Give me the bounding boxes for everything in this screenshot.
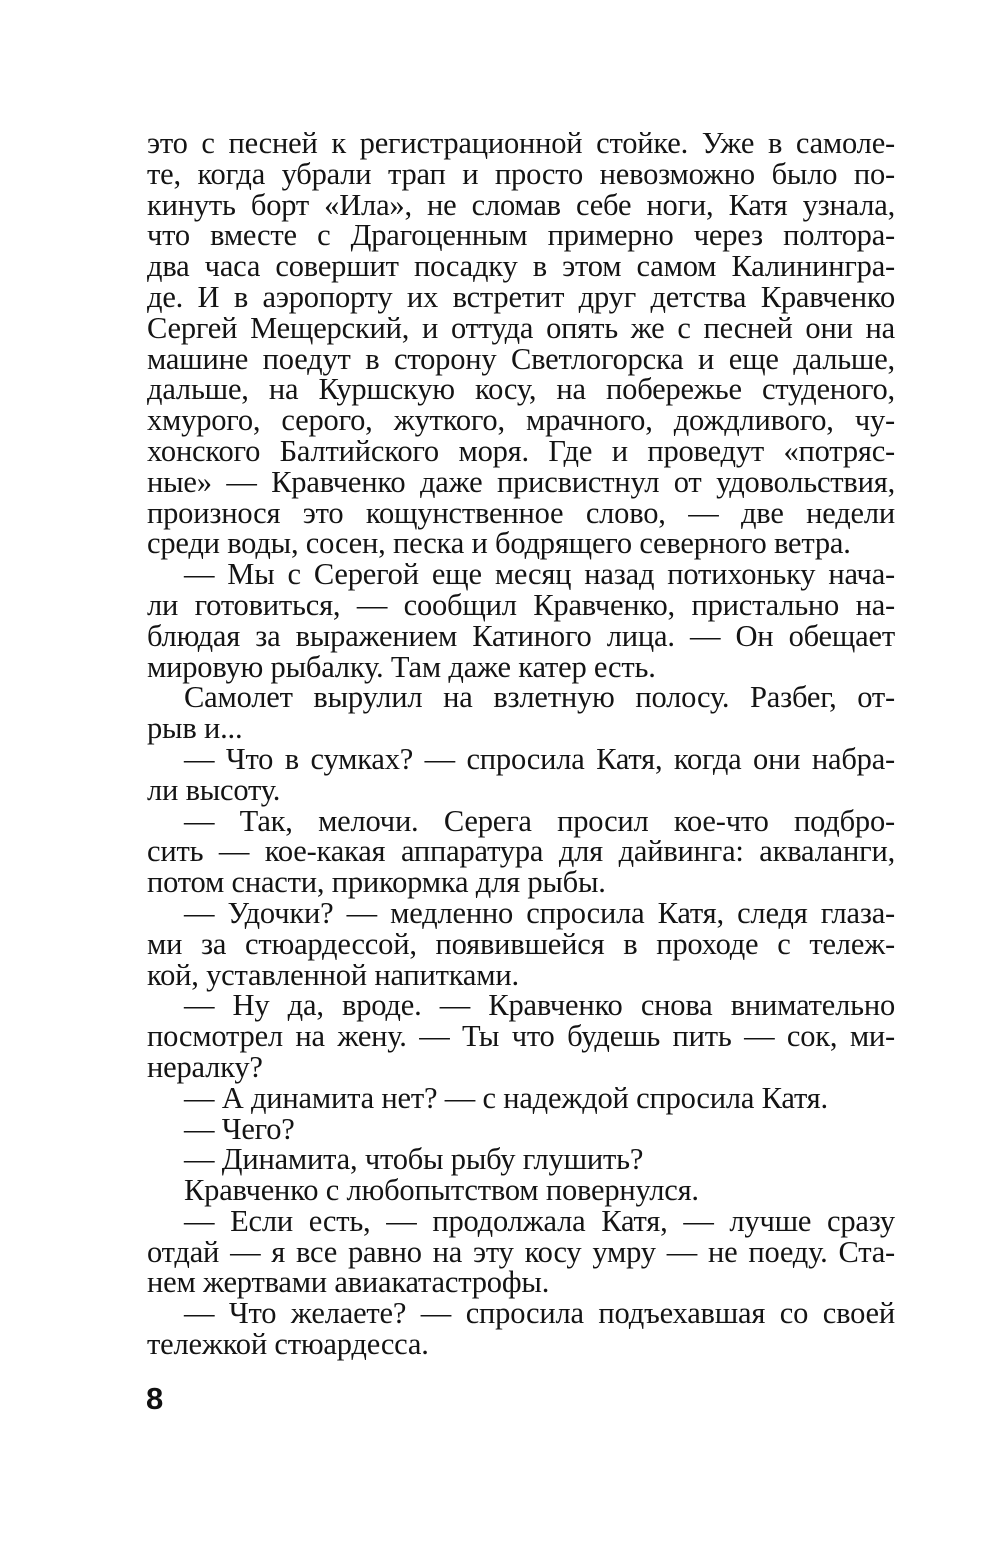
text-line: дальше, на Куршскую косу, на побережье студеного, [147,372,895,407]
paragraph [147,895,895,992]
paragraph [147,741,895,807]
text-line: — Динамита, чтобы рыбу глушить? [184,1142,644,1177]
text-line: — А динамита нет? — с надеждой спросила Катя. [184,1080,828,1115]
text-line: среди воды, сосен, песка и бодрящего северного ветра. [147,526,851,561]
paragraph [147,682,895,744]
text-line: — Если есть, — продолжала Катя, — лучше сразу [184,1203,895,1238]
text-line: нералку? [147,1049,263,1084]
text-line: два часа совершит посадку в этом самом Калинингра- [147,249,895,284]
text-line: сить — кое-какая аппаратура для дайвинга: акваланги, [147,834,895,869]
text-line: — Ну да, вроде. — Кравченко снова внимательно [184,988,895,1023]
page-number: 8 [146,1381,164,1416]
text-line: произнося это кощунственное слово, — две недели [147,495,895,530]
text-line: ли высоту. [147,772,281,807]
text-line: нем жертвами авиакатастрофы. [147,1265,550,1300]
text-line: — Что желаете? — спросила подъехавшая со своей [184,1296,895,1331]
text-line: хонского Балтийского моря. Где и проведут «потряс- [147,433,895,468]
text-line: блюдая за выражением Катиного лица. — Он обещает [147,618,895,653]
text-line: — Что в сумках? — спросила Катя, когда они набра- [184,741,895,776]
text-line: — Удочки? — медленно спросила Катя, следя глаза- [184,895,895,930]
text-line: кинуть борт «Ила», не сломав себе ноги, Катя узнала, [147,187,895,222]
text-line: Сергей Мещерский, и оттуда опять же с песней они на [147,310,895,345]
text-line: — Чего? [184,1111,295,1146]
paragraph [147,559,895,682]
text-line: — Так, мелочи. Серега просил кое-что подбро- [184,803,895,838]
text-line: потом снасти, прикормка для рыбы. [147,865,606,900]
text-line: кой, уставленной напитками. [147,957,519,992]
paragraph [147,1298,895,1360]
text-line: хмурого, серого, жуткого, мрачного, дождливого, чу- [147,403,895,438]
text-line: Самолет вырулил на взлетную полосу. Разбег, от- [184,680,895,715]
text-line: что вместе с Драгоценным примерно через полтора- [147,218,895,253]
paragraph [147,1111,895,1146]
text-line: мировую рыбалку. Там даже катер есть. [147,649,656,684]
paragraph [147,1144,895,1175]
text-line: посмотрел на жену. — Ты что будешь пить — сок, ми- [147,1019,895,1054]
text-line: рыв и... [147,711,243,746]
text-line: ли готовиться, — сообщил Кравченко, пристально на- [147,587,895,622]
text-line: это с песней к регистрационной стойке. Уже в самоле- [147,126,895,160]
text-line: те, когда убрали трап и просто невозможно было по- [147,156,895,191]
text-line: Кравченко с любопытством повернулся. [184,1173,699,1208]
text-line: тележкой стюардесса. [147,1327,429,1362]
text-line: ные» — Кравченко даже присвистнул от удовольствия, [147,464,895,499]
paragraph [147,1203,895,1300]
paragraph [147,1175,895,1206]
text-line: машине поедут в сторону Светлогорска и еще дальше, [147,341,895,376]
paragraph [147,990,895,1082]
body-text [147,128,895,1360]
text-line: де. И в аэропорту их встретит друг детства Кравченко [147,279,895,314]
text-line: отдай — я все равно на эту косу умру — не поеду. Ста- [147,1234,895,1269]
text-line: — Мы с Серегой еще месяц назад потихоньку нача- [184,557,895,592]
paragraph [147,1080,895,1115]
paragraph [147,128,895,559]
paragraph [147,803,895,900]
text-line: ми за стюардессой, появившейся в проходе с тележ- [147,926,895,961]
